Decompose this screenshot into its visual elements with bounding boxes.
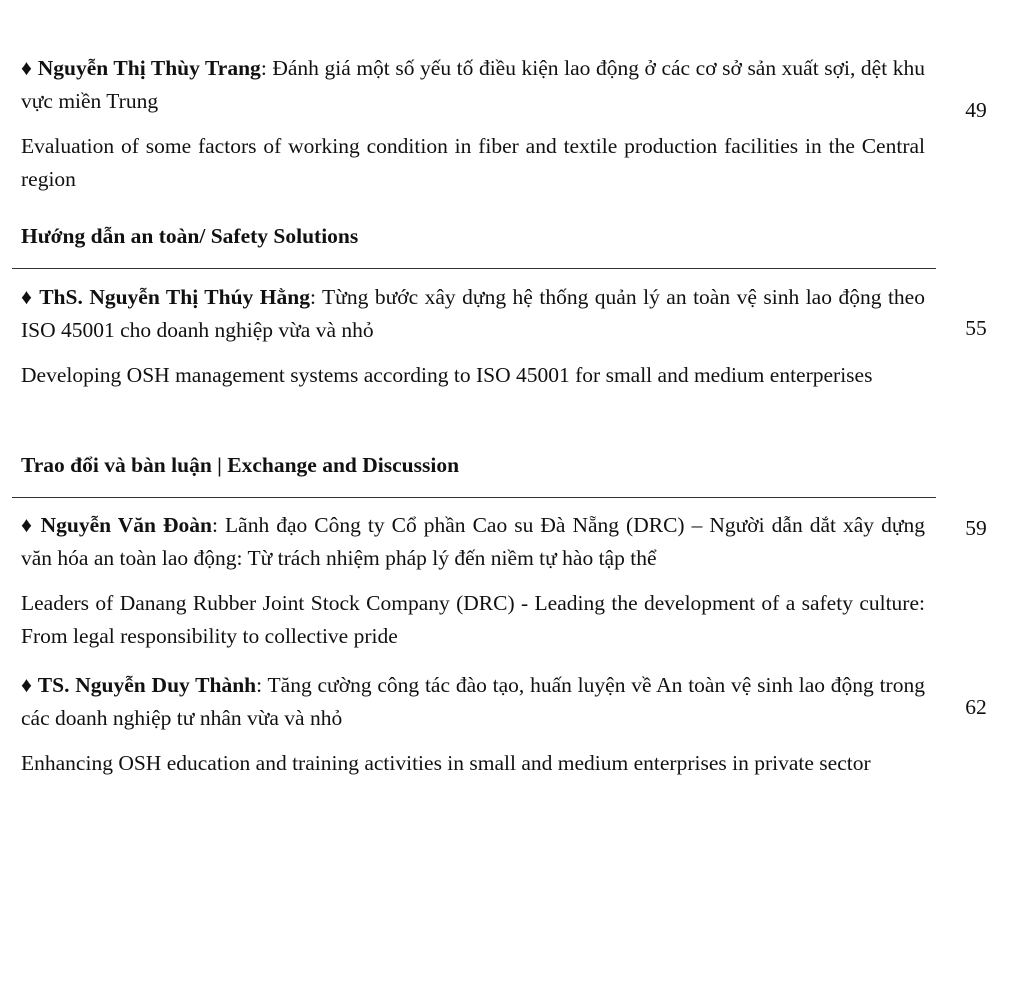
entry-title-vi	[21, 281, 925, 347]
toc-entry[interactable]	[21, 509, 925, 653]
toc-entry[interactable]	[21, 669, 925, 780]
entry-title-vi-text: Đánh giá một số yếu tố điều kiện lao động ở các cơ sở sản xuất sợi, dệt khu vực miền Trung	[21, 56, 925, 113]
entry-title-vi	[21, 52, 925, 118]
section-divider	[12, 268, 936, 269]
entry-author: ThS. Nguyễn Thị Thúy Hằng	[39, 285, 310, 309]
entry-title-vi-text: Tăng cường công tác đào tạo, huấn luyện về An toàn vệ sinh lao động trong các doanh nghiệp tư nhân vừa và nhỏ	[21, 673, 925, 730]
toc-entry[interactable]	[21, 52, 925, 196]
entry-title-en: Evaluation of some factors of working condition in fiber and textile production facilities in the Central region	[21, 134, 925, 191]
section-divider	[12, 497, 936, 498]
section-title: Hướng dẫn an toàn/ Safety Solutions	[21, 224, 359, 248]
entry-title-en: Enhancing OSH education and training activities in small and medium enterprises in private sector	[21, 751, 871, 775]
entry-title-en: Developing OSH management systems according to ISO 45001 for small and medium enterperises	[21, 363, 873, 387]
entry-author: Nguyễn Văn Đoàn	[40, 513, 213, 537]
author-separator: :	[260, 56, 273, 80]
entry-title-vi	[21, 669, 925, 735]
section-title: Trao đổi và bàn luận | Exchange and Discussion	[21, 453, 460, 477]
entry-author: TS. Nguyễn Duy Thành	[37, 673, 257, 697]
author-separator: :	[212, 513, 226, 537]
entry-title-en: Leaders of Danang Rubber Joint Stock Company (DRC) - Leading the development of a safety culture: From legal responsibility to collective pride	[21, 591, 925, 648]
entry-author: Nguyễn Thị Thùy Trang	[37, 56, 261, 80]
page-number[interactable]: 49	[965, 98, 987, 122]
toc-entry[interactable]	[21, 281, 925, 392]
entry-title-vi-text: Từng bước xây dựng hệ thống quản lý an toàn vệ sinh lao động theo ISO 45001 cho doanh nghiệp vừa và nhỏ	[21, 285, 925, 342]
author-separator: :	[309, 285, 323, 309]
bullet-icon: ♦	[21, 285, 34, 309]
author-separator: :	[256, 673, 268, 697]
entry-title-vi	[21, 509, 925, 575]
bullet-icon: ♦	[21, 673, 33, 697]
entry-title-vi-text: Lãnh đạo Công ty Cổ phần Cao su Đà Nẵng (DRC) – Người dẫn dắt xây dựng văn hóa an toàn lao động: Từ trách nhiệm pháp lý đến niềm tự hào tập thể	[21, 513, 925, 570]
bullet-icon: ♦	[21, 513, 34, 537]
page-number[interactable]: 62	[965, 695, 987, 719]
page-number[interactable]: 55	[965, 316, 987, 340]
page-number[interactable]: 59	[965, 516, 987, 540]
bullet-icon: ♦	[21, 56, 33, 80]
